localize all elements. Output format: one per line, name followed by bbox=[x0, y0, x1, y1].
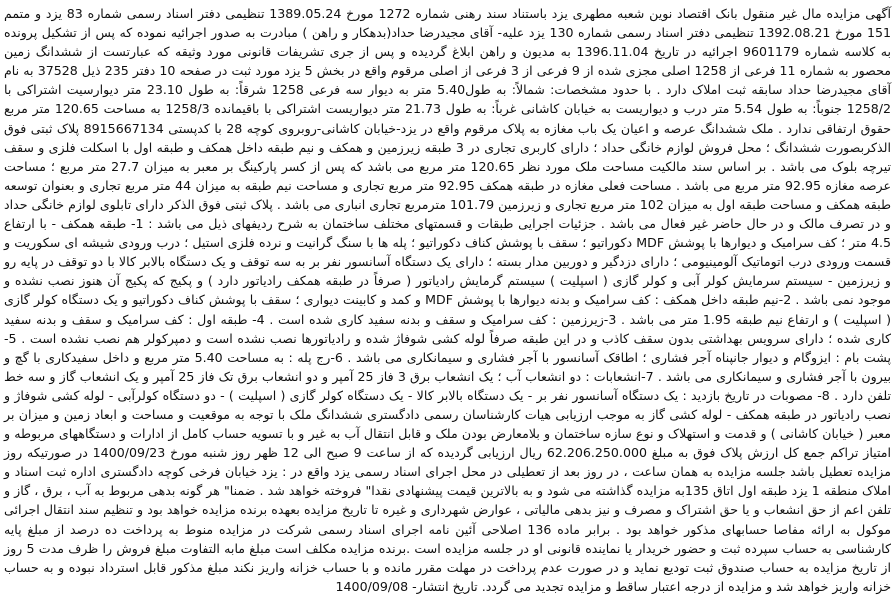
auction-notice-body: آگهی مزایده مال غیر منقول بانک اقتصاد نوین شعبه مطهری یزد باستناد سند رهنی شماره 1272 مورخ 1389.05.24 تنظیمی دفتر اسناد رسمی شماره 83 یزد و متمم 151 مورخ 1392.08.21 تنظیمی دفتر اسناد رسمی شماره 130 یزد علیه- آقای مجیدرضا حداد(بدهکار و راهن ) مبادرت به صدور اجرائیه نموده که پس از تشکیل پرونده به کلاسه شماره 9601179 اجرائیه در تاریخ 1396.11.04 به مدیون و راهن ابلاغ گردیده و پس از جری تشریفات قانونی مورد وثیقه که عبارتست از ششدانگ زمین محصور به شماره 11 فرعی از 1258 اصلی مجزی شده از 9 فرعی از 3 فرعی از اصلی مرقوم واقع در بخش 5 یزد مورد ثبت در صفحه 10 دفتر 235 ذیل 37528 به نام آقای مجیدرضا حداد سابقه ثبت املاک دارد . با حدود مشخصات: شمالاً: به طول5.40 متر به دیوار سه فرعی 1258 شرقاً: به طول 23.10 متر دیوارسیت اشتراکی با 1258/2 جنوباً: به طول 5.54 متر درب و دیواریست به خیابان کاشانی غرباً: به طول 21.73 متر دیواریست اشتراکی با باقیمانده 1258/3 به مساحت 120.65 متر مربع حقوق ارتفاقی ندارد . ملک ششدانگ عرصه و اعیان یک باب مغازه به پلاک مرقوم واقع در یزد-خیابان کاشانی-روبروی کوچه 28 با کدپستی 8915667134 پلاک ثبتی فوق الذکربصورت ششدانگ ؛ محل فروش لوازم خانگی حداد ؛ دارای کاربری تجاری در 3 طبقه زیرزمین و همکف و نیم طبقه داخل همکف و طبقه اول با اسکلت فلزی و سقف تیرچه بلوک می باشد . بر اساس سند مالکیت مساحت ملک مورد نظر 120.65 متر مربع می باشد که پس از کسر پارکینگ بر معبر به میزان 27.7 متر مربع ؛ مساحت عرصه مغازه 92.95 متر مربع می باشد . مساحت فعلی مغازه در طبقه همکف 92.95 متر مربع تجاری و مساحت نیم طبقه به میزان 44 متر مربع تجاری و بعنوان توسعه طبقه همکف و مساحت طبقه اول به میزان 102 متر مربع تجاری و زیرزمین 101.79 مترمربع تجاری انباری می باشد . پلاک ثبتی فوق الذکر دارای تابلوی لوازم خانگی حداد و در تصرف مالک و در حال حاضر غیر فعال می باشد . جزئیات اجرایی طبقات و قسمتهای مختلف ساختمان به شرح ردیفهای ذیل می باشد : 1- طبقه همکف - با ارتفاع 4.5 متر ؛ کف سرامیک و دیوارها با پوشش MDF دکوراتیو ؛ سقف با پوشش کناف دکوراتیو ؛ پله ها با سنگ گرانیت و نرده فلزی استیل ؛ درب ورودی شیشه ای سکوریت و قسمت ورودی درب اتوماتیک آلومینیومی ؛ دارای دزدگیر و دوربین مدار بسته ؛ دارای یک دستگاه آسانسور نفر بر به سه توقف و یک دستگاه بالابر کالا با دو توقف در پایه رو و زیرزمین - سیستم سرمایش کولر آبی و کولر گازی ( اسپلیت ) سیستم گرمایش رادیاتور ( صرفاً در طبقه همکف رادیاتور دارد ) و پکیج که پکیج آن هنوز نصب نشده و موجود نمی باشد . 2-نیم طبقه داخل همکف : کف سرامیک و بدنه دیوارها با پوشش MDF و کمد و کابینت دیواری ؛ سقف با پوشش کناف دکوراتیو و یک دستگاه کولر گازی ( اسپلیت ) و ارتفاع نیم طبقه 1.95 متر می باشد . 3-زیرزمین : کف سرامیک و سقف و بدنه سفید کاری شده است . 4- طبقه اول : کف سرامیک و سقف و بدنه سفید کاری شده ؛ دارای سرویس بهداشتی بدون سقف کاذب و در این طبقه صرفاً لوله کشی شوفاژ شده و رادیاتورها نصب نشده است و دمپرکولر هم نصب نشده است . 5- پشت بام : ایزوگام و دیوار جانپناه آجر فشاری ؛ اطاقک آسانسور با آجر فشاری و سیمانکاری می باشد . 6-رج پله : به مساحت 5.40 متر مربع و داخل سفیدکاری با گچ و بیرون با آجر فشاری و سیمانکاری می باشد . 7-انشعابات : دو انشعاب آب ؛ یک انشعاب برق 3 فاز 25 آمپر و دو انشعاب برق تک فاز 25 آمپر و یک انشعاب گاز و سه خط تلفن دارد . 8- مصوبات در تاریخ بازدید : یک دستگاه آسانسور نفر بر - یک دستگاه بالابر کالا - یک دستگاه کولر گازی ( اسپلیت ) - دو دستگاه کولرآبی - لوله کشی شوفاژ و نصب رادیاتور در طبقه همکف - لوله کشی گاز به موجب ارزیابی هیات کارشناسان رسمی دادگستری ششدانگ ملک با توجه به موقعیت و مساحت و ابعاد زمین و میزان بر معبر ( خیابان کاشانی ) و قدمت و استهلاک و نوع سازه ساختمان و بلامعارض بودن ملک و قابل انتقال آب به غیر و با تسویه حساب کامل از ادارات و دستگاههای مربوطه و امتیاز تراکم جمع کل ارزش پلاک فوق به مبلغ 62.206.250.000 ریال ارزیابی گردیده که از ساعت 9 صبح الی 12 ظهر روز شنبه مورخ 1400/09/23 در صورتیکه روز مزایده تعطیل باشد جلسه مزایده به همان ساعت ، در روز بعد از تعطیلی در محل اجرای اسناد رسمی یزد واقع در : یزد خیابان فرخی کوچه دادگستری اداره ثبت اسناد و املاک منطقه 1 یزد طبقه اول اتاق 135به مزایده گذاشته می شود و به بالاترین قیمت پیشنهادی نقدا" فروخته خواهد شد . ضمنا" هر گونه بدهی مربوط به آب ، برق ، گاز و تلفن اعم از حق انشعاب و یا حق اشتراک و مصرف و نیز بدهی مالیاتی ، عوارض شهرداری و غیره تا تاریخ مزایده بعهده برنده مزایده خواهد بود و تنظیم سند انتقال اجرائی موکول به ارائه مفاصا حسابهای مذکور خواهد بود . برابر ماده 136 اصلاحی آئین نامه اجرای اسناد رسمی شرکت در مزایده منوط به پرداخت ده درصد از مبلغ پایه کارشناسی به حساب سپرده ثبت و حضور خریدار یا نماینده قانونی او در جلسه مزایده است .برنده مزایده مکلف است مبلغ مابه التفاوت مبلغ فروش را ظرف مدت 5 روز از تاریخ مزایده به حساب صندوق ثبت تودیع نماید و در صورت عدم پرداخت در مهلت مقرر مانده و با حساب خزانه واریز نکند مبلغ مذکور قابل استرداد نبوده و به حساب خزانه واریز خواهد شد و مزایده از درجه اعتبار ساقط و مزایده تجدید می گردد. تاریخ انتشار- 1400/09/08 bbox=[4, 6, 892, 594]
